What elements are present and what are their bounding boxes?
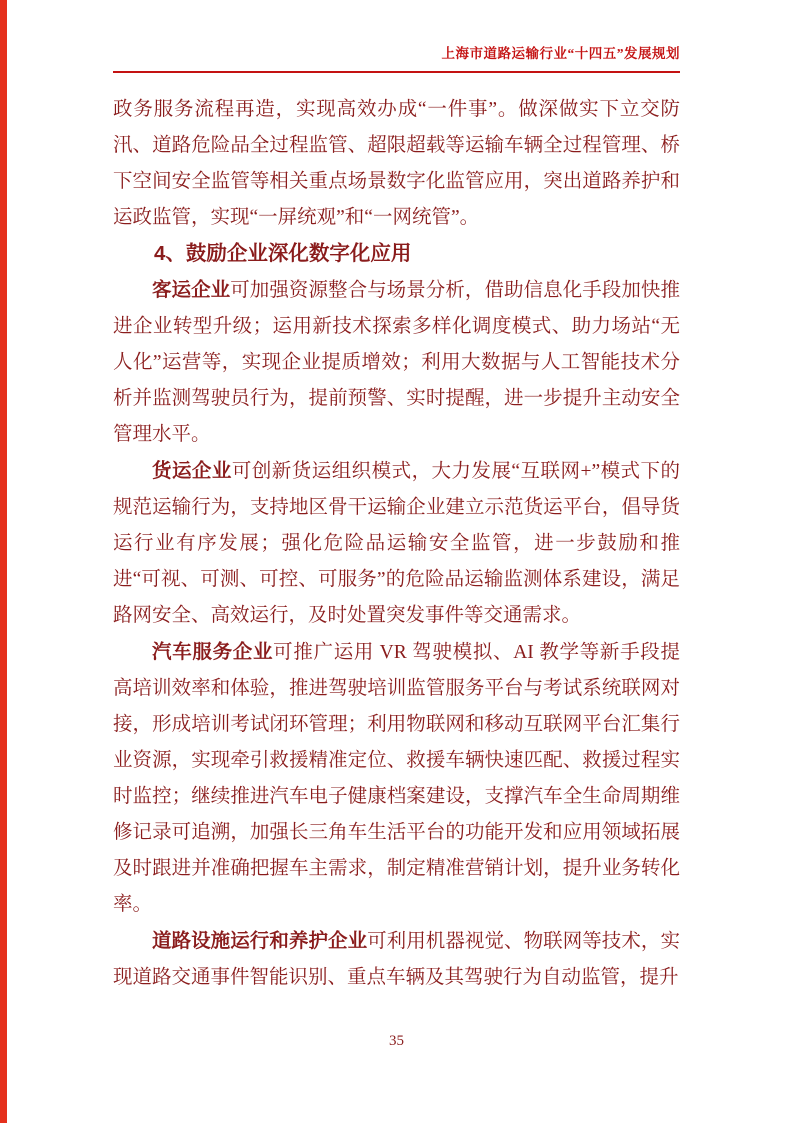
paragraph-text: 可推广运用 VR 驾驶模拟、AI 教学等新手段提高培训效率和体验，推进驾驶培训监管服务平台与考试系统联网对接，形成培训考试闭环管理；利用物联网和移动互联网平台汇集行业资源，实现牵引救援精准定位、救援车辆快速匹配、救援过程实时监控；继续推进汽车电子健康档案建设，支撑汽车全生命周期维修记录可追溯，加强长三角车生活平台的功能开发和应用领域拓展及时跟进并准确把握车主需求，制定精准营销计划，提升业务转化率。 (113, 642, 680, 915)
paragraph-text: 政务服务流程再造，实现高效办成“一件事”。做深做实下立交防汛、道路危险品全过程监管、超限超载等运输车辆全过程管理、桥下空间安全监管等相关重点场景数字化监管应用，突出道路养护和运政监管，实现“一屏统观”和“一网统管”。 (113, 99, 680, 228)
paragraph-bold-lead: 客运企业 (152, 279, 231, 301)
paragraph-text: 可创新货运组织模式，大力发展“互联网+”模式下的规范运输行为，支持地区骨干运输企业建立示范货运平台，倡导货运行业有序发展；强化危险品运输安全监管，进一步鼓励和推进“可视、可测、可控、可服务”的危险品运输监测体系建设，满足路网安全、高效运行，及时处置突发事件等交通需求。 (113, 461, 680, 626)
page-header (113, 44, 680, 73)
paragraph-auto-service (113, 634, 680, 923)
paragraph-freight-transport (113, 453, 680, 634)
paragraph-text: 可利用机器视觉、物联网等技术，实现道路交通事件智能识别、重点车辆及其驾驶行为自动监管，提升 (113, 931, 680, 988)
section-heading: 4、鼓励企业深化数字化应用 (154, 242, 412, 265)
paragraph-gov-service (113, 92, 680, 236)
paragraph-bold-lead: 道路设施运行和养护企业 (152, 930, 368, 952)
header-running-title: 上海市道路运输行业“十四五”发展规划 (441, 46, 680, 61)
paragraph-passenger-transport (113, 272, 680, 453)
document-body (113, 92, 680, 996)
paragraph-bold-lead: 货运企业 (152, 460, 232, 482)
header-rule (113, 71, 680, 73)
paragraph-road-maintenance (113, 923, 680, 996)
page-footer (0, 1032, 793, 1050)
left-edge-red-stripe (0, 0, 7, 1123)
page-number: 35 (389, 1033, 404, 1049)
paragraph-bold-lead: 汽车服务企业 (152, 641, 274, 663)
paragraph-text: 可加强资源整合与场景分析，借助信息化手段加快推进企业转型升级；运用新技术探索多样化调度模式、助力场站“无人化”运营等，实现企业提质增效；利用大数据与人工智能技术分析并监测驾驶员行为，提前预警、实时提醒，进一步提升主动安全管理水平。 (113, 280, 680, 445)
